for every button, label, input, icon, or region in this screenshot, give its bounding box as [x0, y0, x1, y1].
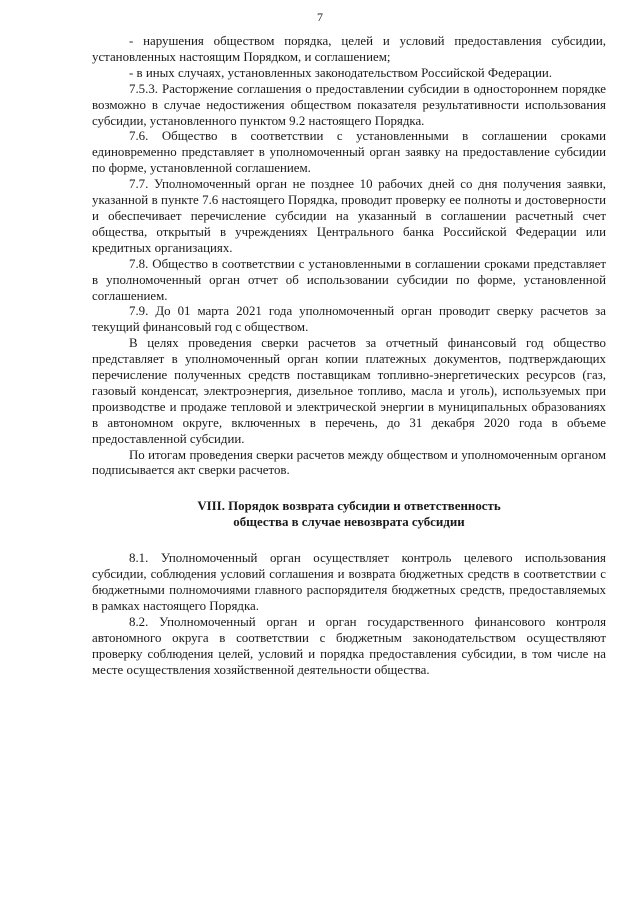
paragraph-7-8: 7.8. Общество в соответствии с установленными в соглашении сроками представляет в уполномоченный орган отчет об использовании субсидии по форме, установленной соглашением.	[92, 256, 606, 303]
section-heading-line-1: VIII. Порядок возврата субсидии и ответственность	[197, 499, 501, 514]
page-number: 7	[317, 10, 323, 24]
document-body	[92, 34, 606, 678]
spacer	[92, 531, 606, 551]
paragraph-list-item-other-cases: - в иных случаях, установленных законодательством Российской Федерации.	[129, 65, 553, 80]
spacer	[92, 479, 606, 499]
section-heading	[92, 499, 606, 531]
paragraph-list-item-violation: - нарушения обществом порядка, целей и условий предоставления субсидии, установленных настоящим Порядком, и соглашением;	[92, 34, 606, 64]
paragraph-7-5-3: 7.5.3. Расторжение соглашения о предоставлении субсидии в одностороннем порядке возможно в случае недостижения обществом показателя результативности использования субсидии, установленного пунктом 9.2 настоящего Порядка.	[92, 81, 606, 128]
paragraph-7-6: 7.6. Общество в соответствии с установленными в соглашении сроками единовременно представляет в уполномоченный орган заявку на предоставление субсидии по форме, установленной соглашением.	[92, 129, 606, 176]
paragraph-reconciliation-docs: В целях проведения сверки расчетов за отчетный финансовый год общество представляет в уполномоченный орган копии платежных документов, подтверждающих перечисление полученных средств поставщикам топливно-энергетических ресурсов (газ, газовый конденсат, электроэнергия, дизельное топливо, масла и уголь), используемых при производстве и продаже тепловой и электрической энергии в муниципальных образованиях в автономном округе, включенных в перечень, до 31 декабря 2020 года в объеме предоставленной субсидии.	[92, 336, 606, 446]
paragraph-7-7: 7.7. Уполномоченный орган не позднее 10 рабочих дней со дня получения заявки, указанной в пункте 7.6 настоящего Порядка, проводит проверку ее полноты и достоверности и обеспечивает перечисление субсидии на указанный в соглашении расчетный счет общества, открытый в учреждениях Центрального банка Российской Федерации или кредитных организациях.	[92, 177, 606, 255]
paragraph-reconciliation-act: По итогам проведения сверки расчетов между обществом и уполномоченным органом подписывается акт сверки расчетов.	[92, 447, 606, 478]
paragraph-8-2: 8.2. Уполномоченный орган и орган государственного финансового контроля автономного округа в соответствии с бюджетным законодательством осуществляют проверку соблюдения целей, условий и порядка предоставления субсидии, в том числе на месте осуществления хозяйственной деятельности общества.	[92, 614, 606, 677]
section-heading-line-2: общества в случае невозврата субсидии	[233, 515, 465, 530]
paragraph-7-9: 7.9. До 01 марта 2021 года уполномоченный орган проводит сверку расчетов за текущий финансовый год с обществом.	[92, 304, 606, 335]
paragraph-8-1: 8.1. Уполномоченный орган осуществляет контроль целевого использования субсидии, соблюдения условий соглашения и возврата бюджетных средств в соответствии с бюджетными полномочиями главного распорядителя бюджетных средств, предоставляемых в рамках настоящего Порядка.	[92, 551, 606, 613]
